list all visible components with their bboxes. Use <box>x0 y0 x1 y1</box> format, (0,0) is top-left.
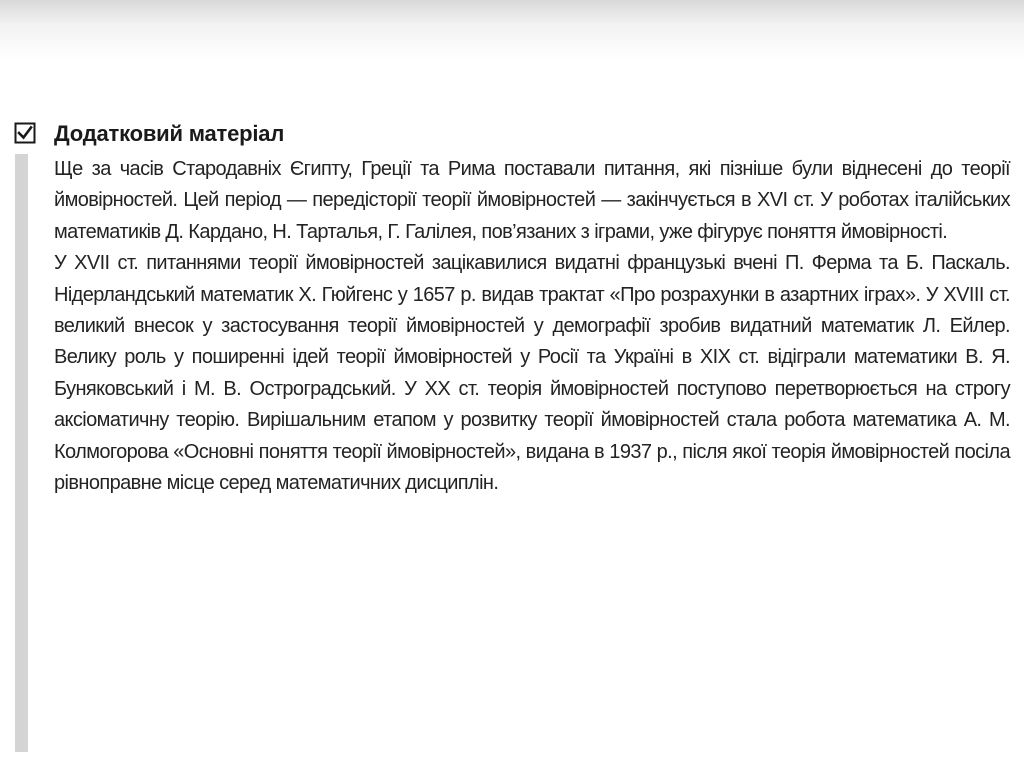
checkbox-checked-icon <box>14 122 36 144</box>
section-title: Додатковий матеріал <box>54 121 285 146</box>
side-accent-bar <box>15 154 28 752</box>
additional-material-section <box>14 118 1010 495</box>
section-header <box>14 118 1004 152</box>
top-shadow <box>0 0 1024 60</box>
paragraph-modern-history: У XVII ст. питаннями теорії ймовірностей зацікавилися видатні французькі вчені П. Ферма та Б. Паскаль. Нідерландський математик X. Гюйгенс у 1657 р. видав трактат «Про розрахунки в азартних іграх». У XVIII ст. великий внесок у застосування теорії ймовірностей у демографії зробив видатний математик Л. Ейлер. Велику роль у поширенні ідей теорії ймовірностей у Росії та Україні в XIX ст. відіграли математики В. Я. Буняковський і М. В. Остроградський. У XX ст. теорія ймовірностей поступово перетворюється на строгу аксіоматичну теорію. Вирішальним етапом у розвитку теорії ймовірностей стала робота математика А. М. Колмогорова «Основні поняття теорії ймовірностей», видана в 1937 р., після якої теорія ймовірностей посіла рівноправне місце серед математичних дисциплін. <box>54 252 1010 495</box>
body-text <box>54 154 1010 499</box>
paragraph-ancient-history: Ще за часів Стародавніх Єгипту, Греції та Рима поставали питання, які пізніше були віднесені до теорії ймовірностей. Цей період — передісторії теорії ймовірностей — закінчується в XVI ст. У роботах італійських математиків Д. Кардано, Н. Тарталья, Г. Галілея, пов’язаних з іграми, уже фігурує поняття ймовірності. <box>54 158 1010 243</box>
